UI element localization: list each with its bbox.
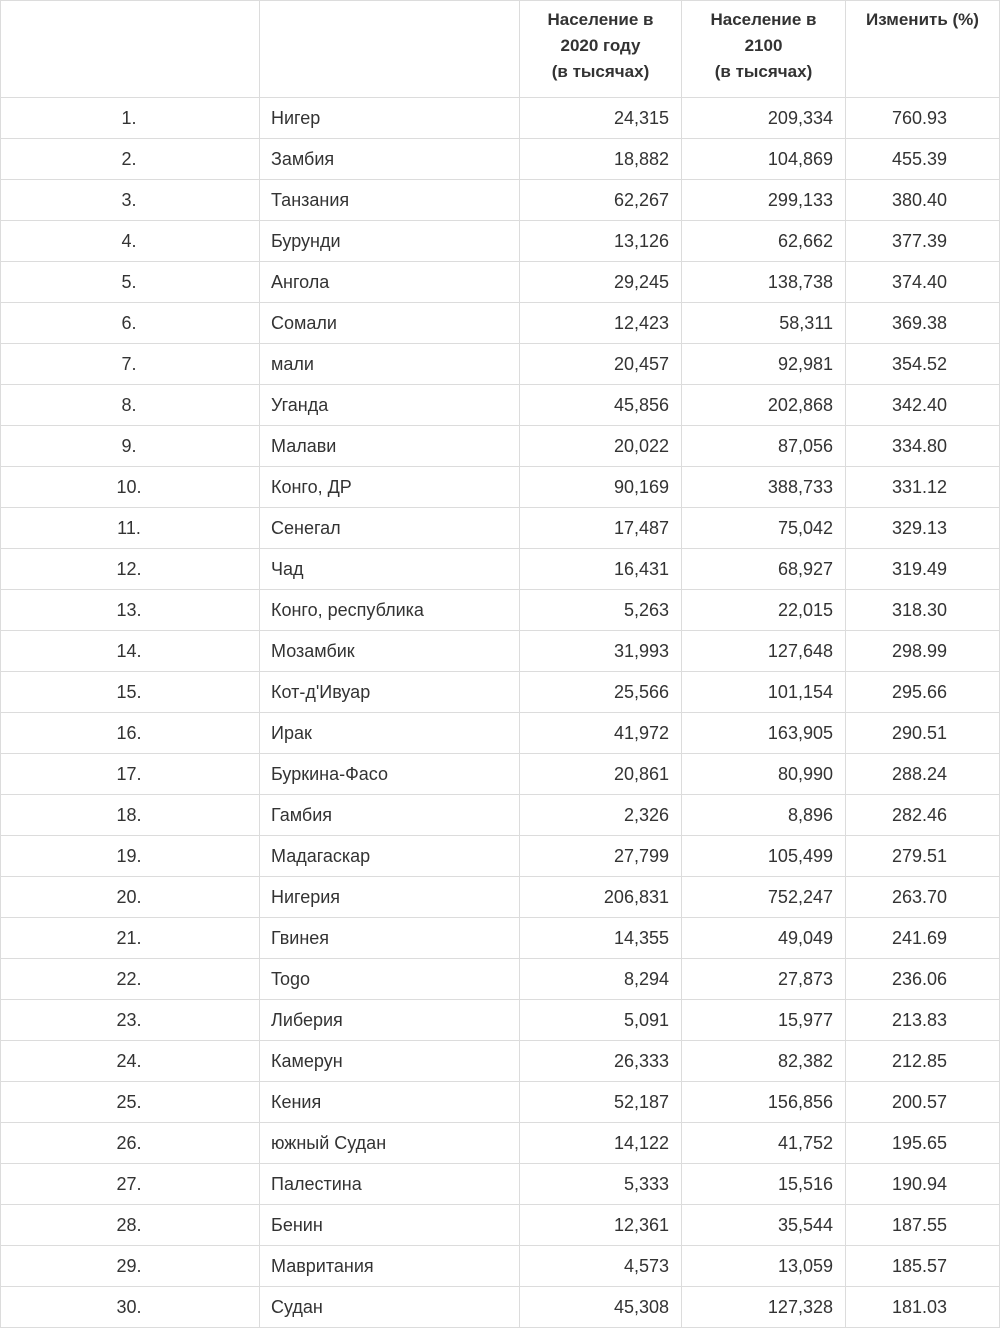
country-cell: Замбия <box>260 139 520 180</box>
change-cell: 369.38 <box>846 303 1000 344</box>
change-cell: 290.51 <box>846 713 1000 754</box>
change-cell: 200.57 <box>846 1082 1000 1123</box>
country-cell: Танзания <box>260 180 520 221</box>
pop2100-cell: 27,873 <box>682 959 846 1000</box>
rank-cell: 11. <box>1 508 260 549</box>
header-pop2100-line: 2100 <box>744 36 783 55</box>
table-row <box>1 590 1000 631</box>
pop2020-cell: 2,326 <box>520 795 682 836</box>
pop2020-cell: 62,267 <box>520 180 682 221</box>
country-cell: Гамбия <box>260 795 520 836</box>
table-row <box>1 1164 1000 1205</box>
header-pop2100-line: Население в <box>710 10 817 29</box>
pop2020-cell: 27,799 <box>520 836 682 877</box>
country-cell: Бенин <box>260 1205 520 1246</box>
table-row <box>1 754 1000 795</box>
change-cell: 298.99 <box>846 631 1000 672</box>
country-cell: Конго, республика <box>260 590 520 631</box>
pop2100-cell: 13,059 <box>682 1246 846 1287</box>
country-cell: Togo <box>260 959 520 1000</box>
country-cell: Мадагаскар <box>260 836 520 877</box>
pop2020-cell: 45,856 <box>520 385 682 426</box>
change-cell: 329.13 <box>846 508 1000 549</box>
table-row <box>1 344 1000 385</box>
country-cell: Кения <box>260 1082 520 1123</box>
header-change <box>846 1 1000 98</box>
pop2020-cell: 31,993 <box>520 631 682 672</box>
table-row <box>1 1041 1000 1082</box>
change-cell: 241.69 <box>846 918 1000 959</box>
pop2020-cell: 14,355 <box>520 918 682 959</box>
pop2020-cell: 52,187 <box>520 1082 682 1123</box>
change-cell: 187.55 <box>846 1205 1000 1246</box>
pop2020-cell: 45,308 <box>520 1287 682 1328</box>
rank-cell: 1. <box>1 98 260 139</box>
rank-cell: 3. <box>1 180 260 221</box>
rank-cell: 22. <box>1 959 260 1000</box>
country-cell: мали <box>260 344 520 385</box>
change-cell: 334.80 <box>846 426 1000 467</box>
pop2100-cell: 127,648 <box>682 631 846 672</box>
change-cell: 318.30 <box>846 590 1000 631</box>
rank-cell: 30. <box>1 1287 260 1328</box>
header-row <box>1 1 1000 98</box>
header-change-line: Изменить (%) <box>866 10 979 29</box>
table-row <box>1 1246 1000 1287</box>
country-cell: Кот-д'Ивуар <box>260 672 520 713</box>
pop2020-cell: 20,861 <box>520 754 682 795</box>
rank-cell: 25. <box>1 1082 260 1123</box>
rank-cell: 15. <box>1 672 260 713</box>
header-pop2020-line: (в тысячах) <box>551 62 650 81</box>
table-row <box>1 672 1000 713</box>
pop2020-cell: 5,333 <box>520 1164 682 1205</box>
pop2020-cell: 90,169 <box>520 467 682 508</box>
change-cell: 212.85 <box>846 1041 1000 1082</box>
change-cell: 319.49 <box>846 549 1000 590</box>
pop2020-cell: 5,091 <box>520 1000 682 1041</box>
pop2020-cell: 41,972 <box>520 713 682 754</box>
rank-cell: 29. <box>1 1246 260 1287</box>
change-cell: 236.06 <box>846 959 1000 1000</box>
country-cell: Уганда <box>260 385 520 426</box>
rank-cell: 21. <box>1 918 260 959</box>
table-row <box>1 426 1000 467</box>
table-row <box>1 385 1000 426</box>
pop2020-cell: 14,122 <box>520 1123 682 1164</box>
table-row <box>1 836 1000 877</box>
country-cell: Сенегал <box>260 508 520 549</box>
pop2100-cell: 299,133 <box>682 180 846 221</box>
change-cell: 181.03 <box>846 1287 1000 1328</box>
rank-cell: 5. <box>1 262 260 303</box>
table-row <box>1 262 1000 303</box>
pop2100-cell: 101,154 <box>682 672 846 713</box>
pop2100-cell: 138,738 <box>682 262 846 303</box>
pop2020-cell: 8,294 <box>520 959 682 1000</box>
header-pop2020 <box>520 1 682 98</box>
table-row <box>1 139 1000 180</box>
table-row <box>1 713 1000 754</box>
header-rank <box>1 1 260 98</box>
table-row <box>1 959 1000 1000</box>
table-row <box>1 1123 1000 1164</box>
pop2020-cell: 24,315 <box>520 98 682 139</box>
table-row <box>1 795 1000 836</box>
change-cell: 195.65 <box>846 1123 1000 1164</box>
table-row <box>1 221 1000 262</box>
change-cell: 282.46 <box>846 795 1000 836</box>
pop2100-cell: 15,516 <box>682 1164 846 1205</box>
pop2100-cell: 82,382 <box>682 1041 846 1082</box>
pop2100-cell: 8,896 <box>682 795 846 836</box>
pop2100-cell: 104,869 <box>682 139 846 180</box>
pop2100-cell: 87,056 <box>682 426 846 467</box>
pop2100-cell: 62,662 <box>682 221 846 262</box>
pop2100-cell: 105,499 <box>682 836 846 877</box>
change-cell: 374.40 <box>846 262 1000 303</box>
country-cell: Нигерия <box>260 877 520 918</box>
rank-cell: 18. <box>1 795 260 836</box>
table-row <box>1 303 1000 344</box>
pop2100-cell: 127,328 <box>682 1287 846 1328</box>
country-cell: Чад <box>260 549 520 590</box>
rank-cell: 2. <box>1 139 260 180</box>
country-cell: Палестина <box>260 1164 520 1205</box>
pop2020-cell: 16,431 <box>520 549 682 590</box>
country-cell: Малави <box>260 426 520 467</box>
pop2020-cell: 17,487 <box>520 508 682 549</box>
rank-cell: 4. <box>1 221 260 262</box>
change-cell: 185.57 <box>846 1246 1000 1287</box>
country-cell: Мозамбик <box>260 631 520 672</box>
country-cell: Бурунди <box>260 221 520 262</box>
table-row <box>1 549 1000 590</box>
change-cell: 331.12 <box>846 467 1000 508</box>
pop2020-cell: 4,573 <box>520 1246 682 1287</box>
pop2020-cell: 13,126 <box>520 221 682 262</box>
change-cell: 342.40 <box>846 385 1000 426</box>
country-cell: Буркина-Фасо <box>260 754 520 795</box>
table-row <box>1 1000 1000 1041</box>
rank-cell: 20. <box>1 877 260 918</box>
pop2100-cell: 41,752 <box>682 1123 846 1164</box>
pop2100-cell: 163,905 <box>682 713 846 754</box>
table-row <box>1 1205 1000 1246</box>
country-cell: Ирак <box>260 713 520 754</box>
change-cell: 263.70 <box>846 877 1000 918</box>
pop2100-cell: 15,977 <box>682 1000 846 1041</box>
country-cell: Мавритания <box>260 1246 520 1287</box>
table-row <box>1 877 1000 918</box>
rank-cell: 27. <box>1 1164 260 1205</box>
change-cell: 455.39 <box>846 139 1000 180</box>
pop2100-cell: 209,334 <box>682 98 846 139</box>
rank-cell: 28. <box>1 1205 260 1246</box>
table-row <box>1 508 1000 549</box>
change-cell: 380.40 <box>846 180 1000 221</box>
header-pop2100-line: (в тысячах) <box>714 62 813 81</box>
pop2020-cell: 20,457 <box>520 344 682 385</box>
country-cell: Гвинея <box>260 918 520 959</box>
pop2020-cell: 206,831 <box>520 877 682 918</box>
pop2020-cell: 25,566 <box>520 672 682 713</box>
pop2020-cell: 29,245 <box>520 262 682 303</box>
header-pop2020-line: Население в <box>547 10 654 29</box>
rank-cell: 17. <box>1 754 260 795</box>
pop2100-cell: 388,733 <box>682 467 846 508</box>
rank-cell: 16. <box>1 713 260 754</box>
table-body <box>1 98 1000 1328</box>
change-cell: 377.39 <box>846 221 1000 262</box>
pop2020-cell: 20,022 <box>520 426 682 467</box>
rank-cell: 14. <box>1 631 260 672</box>
change-cell: 279.51 <box>846 836 1000 877</box>
pop2100-cell: 202,868 <box>682 385 846 426</box>
rank-cell: 7. <box>1 344 260 385</box>
pop2100-cell: 92,981 <box>682 344 846 385</box>
country-cell: Ангола <box>260 262 520 303</box>
pop2100-cell: 80,990 <box>682 754 846 795</box>
pop2100-cell: 75,042 <box>682 508 846 549</box>
change-cell: 354.52 <box>846 344 1000 385</box>
pop2100-cell: 752,247 <box>682 877 846 918</box>
rank-cell: 13. <box>1 590 260 631</box>
header-pop2100 <box>682 1 846 98</box>
table-row <box>1 918 1000 959</box>
pop2100-cell: 58,311 <box>682 303 846 344</box>
rank-cell: 23. <box>1 1000 260 1041</box>
table-row <box>1 631 1000 672</box>
rank-cell: 26. <box>1 1123 260 1164</box>
table-row <box>1 1287 1000 1328</box>
rank-cell: 8. <box>1 385 260 426</box>
rank-cell: 10. <box>1 467 260 508</box>
rank-cell: 12. <box>1 549 260 590</box>
rank-cell: 9. <box>1 426 260 467</box>
table-row <box>1 1082 1000 1123</box>
pop2020-cell: 5,263 <box>520 590 682 631</box>
table-header <box>1 1 1000 98</box>
rank-cell: 24. <box>1 1041 260 1082</box>
change-cell: 295.66 <box>846 672 1000 713</box>
header-country <box>260 1 520 98</box>
country-cell: Камерун <box>260 1041 520 1082</box>
pop2020-cell: 26,333 <box>520 1041 682 1082</box>
country-cell: Судан <box>260 1287 520 1328</box>
country-cell: Конго, ДР <box>260 467 520 508</box>
country-cell: Сомали <box>260 303 520 344</box>
table-row <box>1 467 1000 508</box>
pop2020-cell: 18,882 <box>520 139 682 180</box>
pop2020-cell: 12,361 <box>520 1205 682 1246</box>
header-pop2020-line: 2020 году <box>560 36 641 55</box>
pop2020-cell: 12,423 <box>520 303 682 344</box>
country-cell: Нигер <box>260 98 520 139</box>
country-cell: Либерия <box>260 1000 520 1041</box>
pop2100-cell: 68,927 <box>682 549 846 590</box>
change-cell: 213.83 <box>846 1000 1000 1041</box>
rank-cell: 6. <box>1 303 260 344</box>
change-cell: 190.94 <box>846 1164 1000 1205</box>
pop2100-cell: 156,856 <box>682 1082 846 1123</box>
pop2100-cell: 49,049 <box>682 918 846 959</box>
pop2100-cell: 35,544 <box>682 1205 846 1246</box>
change-cell: 288.24 <box>846 754 1000 795</box>
country-cell: южный Судан <box>260 1123 520 1164</box>
rank-cell: 19. <box>1 836 260 877</box>
change-cell: 760.93 <box>846 98 1000 139</box>
pop2100-cell: 22,015 <box>682 590 846 631</box>
table-row <box>1 98 1000 139</box>
table-row <box>1 180 1000 221</box>
